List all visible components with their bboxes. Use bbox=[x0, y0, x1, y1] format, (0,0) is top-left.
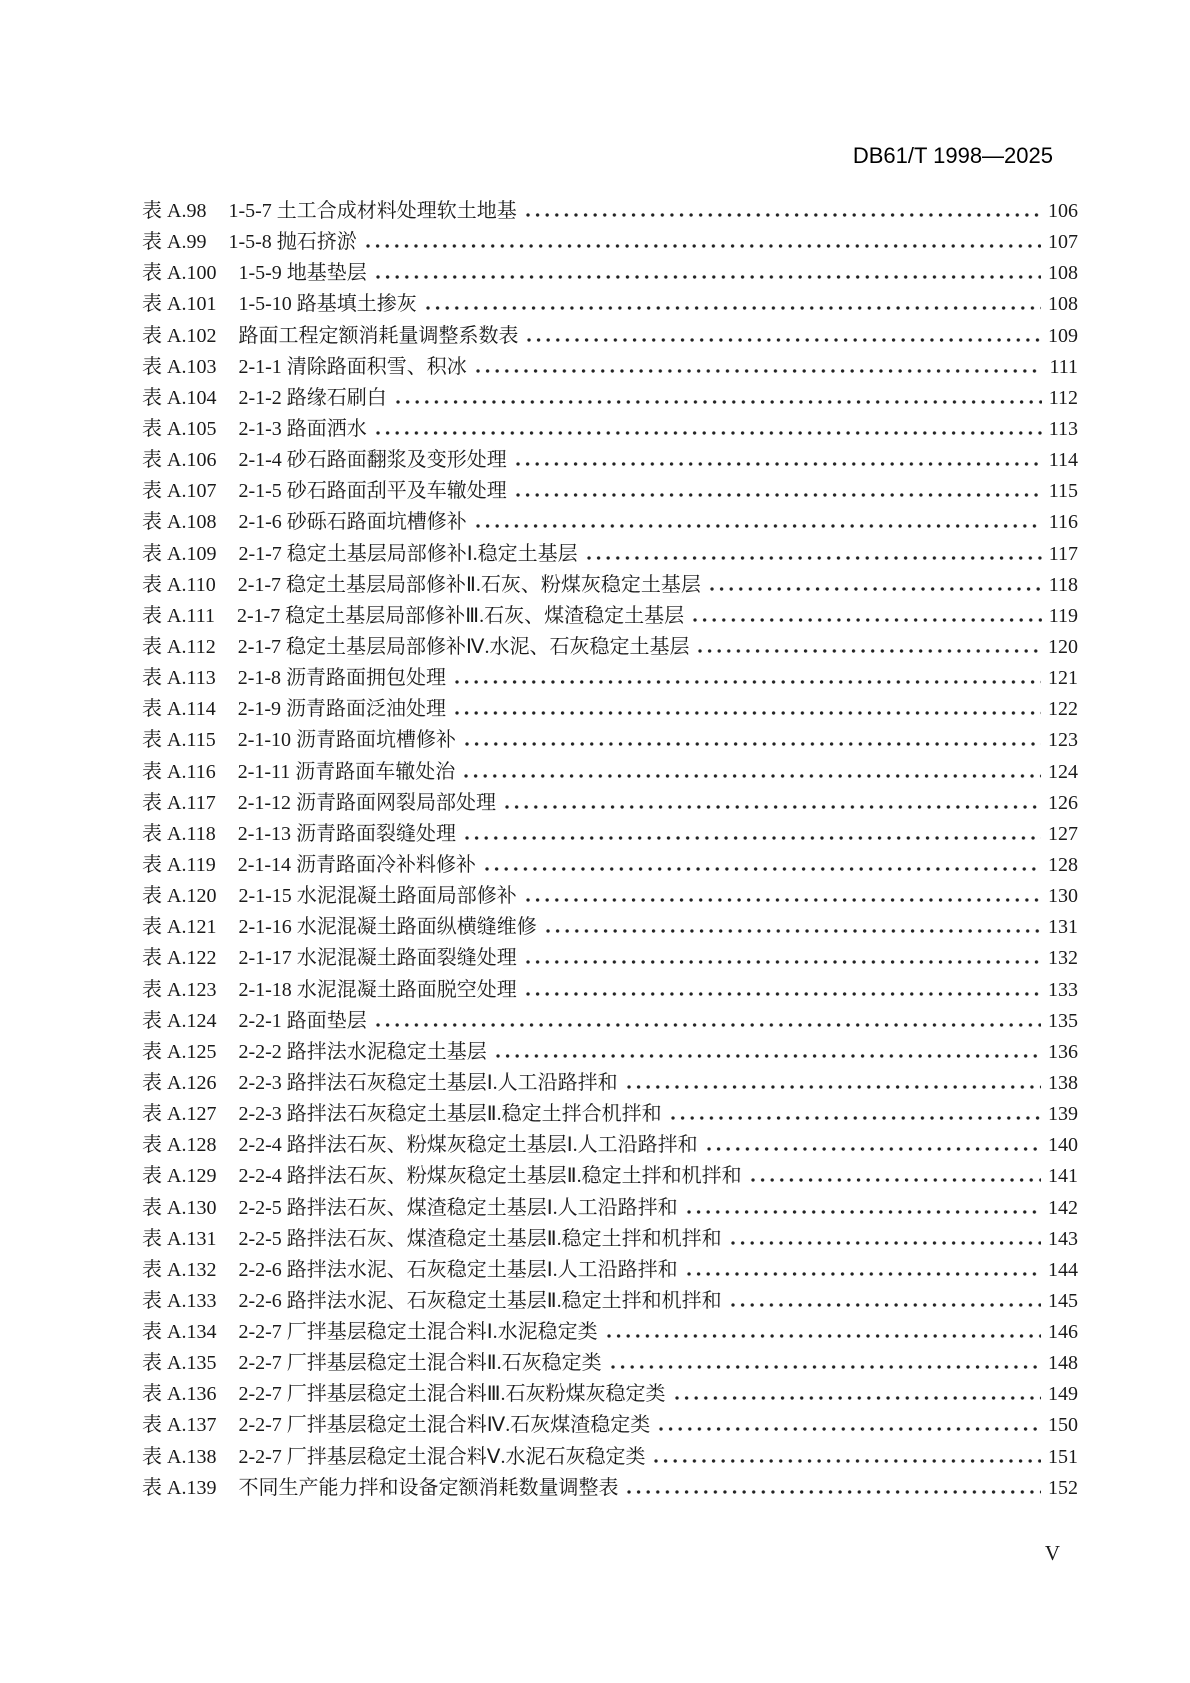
dot-leader bbox=[505, 805, 1041, 809]
dot-leader bbox=[731, 1241, 1041, 1245]
dot-leader bbox=[693, 618, 1042, 622]
entry-title: 2-1-5 砂石路面刮平及车辙处理 bbox=[238, 480, 507, 503]
entry-page-number: 146 bbox=[1048, 1321, 1078, 1344]
toc-entry bbox=[142, 227, 1078, 258]
entry-page-number: 139 bbox=[1048, 1103, 1078, 1126]
entry-title: 2-1-1 清除路面积雪、积冰 bbox=[238, 355, 467, 378]
entry-label: 表 A.117 bbox=[142, 791, 216, 814]
entry-page-number: 135 bbox=[1048, 1009, 1078, 1032]
entry-title: 2-2-6 路拌法水泥、石灰稳定土基层Ⅰ.人工沿路拌和 bbox=[238, 1258, 678, 1281]
dot-leader bbox=[687, 1272, 1041, 1276]
entry-label: 表 A.136 bbox=[142, 1383, 217, 1406]
entry-page-number: 112 bbox=[1048, 386, 1078, 409]
toc-entry bbox=[142, 352, 1078, 383]
dot-leader bbox=[654, 1459, 1041, 1463]
entry-title: 2-1-18 水泥混凝土路面脱空处理 bbox=[238, 978, 517, 1001]
toc-list bbox=[142, 196, 1078, 1504]
entry-title: 2-2-7 厂拌基层稳定土混合料Ⅳ.石灰煤渣稳定类 bbox=[238, 1414, 651, 1437]
entry-label: 表 A.116 bbox=[142, 760, 216, 783]
entry-label: 表 A.134 bbox=[142, 1321, 217, 1344]
dot-leader bbox=[465, 742, 1041, 746]
entry-page-number: 136 bbox=[1048, 1040, 1078, 1063]
entry-label: 表 A.114 bbox=[142, 698, 216, 721]
toc-entry bbox=[142, 850, 1078, 881]
entry-page-number: 140 bbox=[1048, 1134, 1078, 1157]
entry-page-number: 107 bbox=[1048, 231, 1078, 254]
toc-entry bbox=[142, 663, 1078, 694]
entry-page-number: 148 bbox=[1048, 1352, 1078, 1375]
entry-label: 表 A.109 bbox=[142, 542, 217, 565]
footer-page-number: V bbox=[1044, 1541, 1060, 1565]
dot-leader bbox=[627, 1085, 1041, 1089]
entry-page-number: 115 bbox=[1048, 480, 1078, 503]
entry-label: 表 A.130 bbox=[142, 1196, 217, 1219]
entry-page-number: 118 bbox=[1048, 573, 1078, 596]
entry-title: 2-2-3 路拌法石灰稳定土基层Ⅱ.稳定土拌合机拌和 bbox=[238, 1103, 662, 1126]
entry-title: 2-2-7 厂拌基层稳定土混合料Ⅰ.水泥稳定类 bbox=[238, 1321, 598, 1344]
toc-entry bbox=[142, 725, 1078, 756]
dot-leader bbox=[426, 306, 1041, 310]
entry-title: 2-1-14 沥青路面冷补料修补 bbox=[237, 853, 477, 876]
toc-entry bbox=[142, 694, 1078, 725]
toc-entry bbox=[142, 975, 1078, 1006]
dot-leader bbox=[526, 960, 1041, 964]
dot-leader bbox=[476, 524, 1042, 528]
entry-title: 2-1-2 路缘石刷白 bbox=[238, 386, 387, 409]
entry-title: 2-1-7 稳定土基层局部修补Ⅰ.稳定土基层 bbox=[238, 542, 578, 565]
toc-entry bbox=[142, 1473, 1078, 1504]
entry-title: 2-1-17 水泥混凝土路面裂缝处理 bbox=[238, 947, 517, 970]
entry-label: 表 A.129 bbox=[142, 1165, 217, 1188]
entry-title: 2-1-15 水泥混凝土路面局部修补 bbox=[238, 885, 517, 908]
entry-title: 2-1-11 沥青路面车辙处治 bbox=[237, 760, 456, 783]
entry-title: 2-1-6 砂砾石路面坑槽修补 bbox=[238, 511, 467, 534]
toc-entry bbox=[142, 1224, 1078, 1255]
dot-leader bbox=[366, 244, 1041, 248]
entry-label: 表 A.139 bbox=[142, 1476, 217, 1499]
entry-title: 1-5-10 路基填土掺灰 bbox=[238, 293, 417, 316]
dot-leader bbox=[627, 1490, 1041, 1494]
dot-leader bbox=[611, 1365, 1041, 1369]
toc-entry bbox=[142, 1037, 1078, 1068]
entry-label: 表 A.135 bbox=[142, 1352, 217, 1375]
entry-page-number: 152 bbox=[1048, 1476, 1078, 1499]
dot-leader bbox=[516, 462, 1042, 466]
toc-entry bbox=[142, 445, 1078, 476]
toc-entry bbox=[142, 570, 1078, 601]
entry-label: 表 A.132 bbox=[142, 1258, 217, 1281]
dot-leader bbox=[587, 556, 1042, 560]
entry-page-number: 126 bbox=[1048, 791, 1078, 814]
entry-title: 2-2-1 路面垫层 bbox=[238, 1009, 367, 1032]
toc-entry bbox=[142, 289, 1078, 320]
entry-label: 表 A.126 bbox=[142, 1071, 217, 1094]
entry-label: 表 A.112 bbox=[142, 635, 216, 658]
toc-entry bbox=[142, 819, 1078, 850]
entry-title: 1-5-7 土工合成材料处理软土地基 bbox=[228, 200, 517, 222]
toc-entry bbox=[142, 476, 1078, 507]
entry-page-number: 145 bbox=[1048, 1289, 1078, 1312]
entry-page-number: 119 bbox=[1048, 604, 1078, 627]
dot-leader bbox=[526, 992, 1041, 996]
entry-page-number: 132 bbox=[1048, 947, 1078, 970]
entry-label: 表 A.125 bbox=[142, 1040, 217, 1063]
entry-label: 表 A.131 bbox=[142, 1227, 217, 1250]
entry-title: 2-1-4 砂石路面翻浆及变形处理 bbox=[238, 449, 507, 472]
entry-page-number: 109 bbox=[1048, 324, 1078, 347]
dot-leader bbox=[476, 369, 1043, 373]
dot-leader bbox=[496, 1054, 1041, 1058]
dot-leader bbox=[516, 493, 1042, 497]
toc-entry bbox=[142, 1317, 1078, 1348]
entry-page-number: 116 bbox=[1048, 511, 1078, 534]
entry-page-number: 131 bbox=[1048, 916, 1078, 939]
toc-entry bbox=[142, 1348, 1078, 1379]
dot-leader bbox=[376, 1023, 1041, 1027]
entry-label: 表 A.104 bbox=[142, 386, 217, 409]
dot-leader bbox=[376, 431, 1042, 435]
entry-title: 2-1-3 路面洒水 bbox=[238, 417, 367, 440]
entry-label: 表 A.127 bbox=[142, 1103, 217, 1126]
entry-label: 表 A.133 bbox=[142, 1289, 217, 1312]
dot-leader bbox=[527, 338, 1041, 342]
entry-title: 2-1-7 稳定土基层局部修补Ⅲ.石灰、煤渣稳定土基层 bbox=[236, 604, 685, 627]
entry-label: 表 A.138 bbox=[142, 1445, 217, 1468]
toc-entry bbox=[142, 1099, 1078, 1130]
entry-label: 表 A.102 bbox=[142, 324, 217, 347]
entry-page-number: 141 bbox=[1048, 1165, 1078, 1188]
toc-entry bbox=[142, 507, 1078, 538]
entry-title: 1-5-8 抛石挤淤 bbox=[228, 231, 357, 254]
entry-label: 表 A.107 bbox=[142, 480, 217, 503]
toc-entry bbox=[142, 1255, 1078, 1286]
entry-label: 表 A.103 bbox=[142, 355, 217, 378]
toc-entry bbox=[142, 1442, 1078, 1473]
entry-title: 2-2-7 厂拌基层稳定土混合料Ⅴ.水泥石灰稳定类 bbox=[238, 1445, 646, 1468]
toc-entry bbox=[142, 1193, 1078, 1224]
toc-entry bbox=[142, 1379, 1078, 1410]
toc-entry bbox=[142, 414, 1078, 445]
dot-leader bbox=[607, 1334, 1041, 1338]
entry-title: 2-1-8 沥青路面拥包处理 bbox=[237, 667, 447, 690]
dot-leader bbox=[455, 711, 1041, 715]
entry-page-number: 133 bbox=[1048, 978, 1078, 1001]
dot-leader bbox=[698, 649, 1041, 653]
toc-entry bbox=[142, 1161, 1078, 1192]
dot-leader bbox=[485, 867, 1041, 871]
entry-label: 表 A.111 bbox=[142, 604, 215, 627]
entry-title: 2-1-7 稳定土基层局部修补Ⅳ.水泥、石灰稳定土基层 bbox=[237, 635, 690, 658]
entry-title: 1-5-9 地基垫层 bbox=[238, 262, 367, 285]
dot-leader bbox=[546, 929, 1041, 933]
entry-page-number: 114 bbox=[1048, 449, 1078, 472]
dot-leader bbox=[526, 213, 1041, 217]
toc-entry bbox=[142, 757, 1078, 788]
entry-label: 表 A.123 bbox=[142, 978, 217, 1001]
entry-page-number: 130 bbox=[1048, 885, 1078, 908]
entry-label: 表 A.128 bbox=[142, 1134, 217, 1157]
entry-label: 表 A.99 bbox=[142, 231, 207, 254]
entry-page-number: 106 bbox=[1048, 200, 1078, 222]
dot-leader bbox=[396, 400, 1042, 404]
toc-entry bbox=[142, 321, 1078, 352]
entry-label: 表 A.98 bbox=[142, 200, 207, 222]
entry-title: 2-2-7 厂拌基层稳定土混合料Ⅲ.石灰粉煤灰稳定类 bbox=[238, 1383, 666, 1406]
entry-label: 表 A.137 bbox=[142, 1414, 217, 1437]
dot-leader bbox=[751, 1178, 1041, 1182]
dot-leader bbox=[675, 1396, 1041, 1400]
entry-page-number: 144 bbox=[1048, 1258, 1078, 1281]
toc-entry bbox=[142, 943, 1078, 974]
entry-title: 2-1-7 稳定土基层局部修补Ⅱ.石灰、粉煤灰稳定土基层 bbox=[237, 573, 701, 596]
entry-title: 2-1-16 水泥混凝土路面纵横缝维修 bbox=[238, 916, 537, 939]
toc-entry bbox=[142, 1410, 1078, 1441]
entry-title: 2-1-12 沥青路面网裂局部处理 bbox=[237, 791, 497, 814]
toc-entry bbox=[142, 539, 1078, 570]
entry-page-number: 108 bbox=[1048, 293, 1078, 316]
entry-page-number: 151 bbox=[1048, 1445, 1078, 1468]
entry-label: 表 A.110 bbox=[142, 573, 216, 596]
toc-entry bbox=[142, 788, 1078, 819]
toc-entry bbox=[142, 1130, 1078, 1161]
entry-title: 路面工程定额消耗量调整系数表 bbox=[238, 324, 519, 347]
entry-label: 表 A.122 bbox=[142, 947, 217, 970]
entry-title: 2-2-3 路拌法石灰稳定土基层Ⅰ.人工沿路拌和 bbox=[238, 1071, 618, 1094]
entry-title: 2-1-13 沥青路面裂缝处理 bbox=[237, 822, 457, 845]
dot-leader bbox=[526, 898, 1041, 902]
dot-leader bbox=[455, 680, 1041, 684]
entry-label: 表 A.120 bbox=[142, 885, 217, 908]
entry-label: 表 A.101 bbox=[142, 293, 217, 316]
entry-title: 2-2-2 路拌法水泥稳定土基层 bbox=[238, 1040, 487, 1063]
entry-title: 2-2-5 路拌法石灰、煤渣稳定土基层Ⅰ.人工沿路拌和 bbox=[238, 1196, 678, 1219]
entry-page-number: 123 bbox=[1048, 729, 1078, 752]
dot-leader bbox=[671, 1116, 1041, 1120]
toc-entry bbox=[142, 601, 1078, 632]
entry-page-number: 124 bbox=[1048, 760, 1078, 783]
entry-label: 表 A.121 bbox=[142, 916, 217, 939]
entry-label: 表 A.105 bbox=[142, 417, 217, 440]
toc-entry bbox=[142, 383, 1078, 414]
entry-title: 不同生产能力拌和设备定额消耗数量调整表 bbox=[238, 1476, 619, 1499]
dot-leader bbox=[464, 774, 1041, 778]
entry-label: 表 A.108 bbox=[142, 511, 217, 534]
entry-label: 表 A.100 bbox=[142, 262, 217, 285]
toc-entry bbox=[142, 912, 1078, 943]
toc-entry bbox=[142, 1068, 1078, 1099]
toc-entry bbox=[142, 1286, 1078, 1317]
toc-entry bbox=[142, 258, 1078, 289]
entry-label: 表 A.115 bbox=[142, 729, 216, 752]
entry-label: 表 A.119 bbox=[142, 853, 216, 876]
dot-leader bbox=[707, 1147, 1041, 1151]
entry-page-number: 121 bbox=[1048, 667, 1078, 690]
dot-leader bbox=[465, 836, 1041, 840]
entry-page-number: 111 bbox=[1049, 355, 1078, 378]
toc-entry bbox=[142, 881, 1078, 912]
standard-number-header: DB61/T 1998—2025 bbox=[852, 143, 1053, 168]
entry-label: 表 A.106 bbox=[142, 449, 217, 472]
dot-leader bbox=[710, 587, 1042, 591]
entry-page-number: 138 bbox=[1048, 1071, 1078, 1094]
entry-page-number: 120 bbox=[1048, 635, 1078, 658]
toc-entry bbox=[142, 632, 1078, 663]
dot-leader bbox=[659, 1427, 1041, 1431]
entry-page-number: 150 bbox=[1048, 1414, 1078, 1437]
entry-page-number: 149 bbox=[1048, 1383, 1078, 1406]
entry-title: 2-2-4 路拌法石灰、粉煤灰稳定土基层Ⅱ.稳定土拌和机拌和 bbox=[238, 1165, 742, 1188]
entry-page-number: 127 bbox=[1048, 822, 1078, 845]
dot-leader bbox=[376, 275, 1041, 279]
dot-leader bbox=[687, 1210, 1041, 1214]
entry-page-number: 113 bbox=[1048, 417, 1078, 440]
entry-page-number: 143 bbox=[1048, 1227, 1078, 1250]
entry-page-number: 128 bbox=[1048, 853, 1078, 876]
toc-entry bbox=[142, 1006, 1078, 1037]
entry-title: 2-2-6 路拌法水泥、石灰稳定土基层Ⅱ.稳定土拌和机拌和 bbox=[238, 1289, 722, 1312]
entry-title: 2-1-10 沥青路面坑槽修补 bbox=[237, 729, 457, 752]
entry-label: 表 A.113 bbox=[142, 667, 216, 690]
toc-entry bbox=[142, 196, 1078, 227]
entry-label: 表 A.124 bbox=[142, 1009, 217, 1032]
dot-leader bbox=[731, 1303, 1041, 1307]
entry-page-number: 122 bbox=[1048, 698, 1078, 721]
entry-page-number: 117 bbox=[1048, 542, 1078, 565]
entry-title: 2-2-4 路拌法石灰、粉煤灰稳定土基层Ⅰ.人工沿路拌和 bbox=[238, 1134, 698, 1157]
entry-title: 2-1-9 沥青路面泛油处理 bbox=[237, 698, 447, 721]
entry-page-number: 108 bbox=[1048, 262, 1078, 285]
entry-title: 2-2-7 厂拌基层稳定土混合料Ⅱ.石灰稳定类 bbox=[238, 1352, 602, 1375]
entry-page-number: 142 bbox=[1048, 1196, 1078, 1219]
entry-title: 2-2-5 路拌法石灰、煤渣稳定土基层Ⅱ.稳定土拌和机拌和 bbox=[238, 1227, 722, 1250]
entry-label: 表 A.118 bbox=[142, 822, 216, 845]
